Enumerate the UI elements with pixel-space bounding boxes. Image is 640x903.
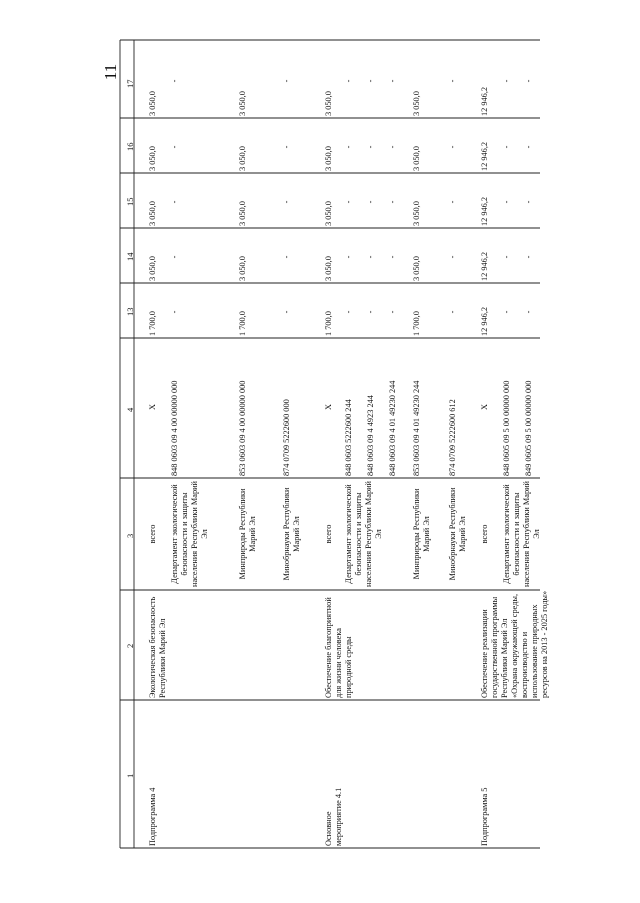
value-13: 1 700,0 xyxy=(148,311,157,336)
row-label: Подпрограмма 4 xyxy=(148,787,157,846)
budget-code: 848 0605 09 5 00 00000 000 xyxy=(502,380,511,476)
value-13: 1 700,0 xyxy=(238,311,247,336)
value-16: 12 946,2 xyxy=(480,141,489,171)
value-16: - xyxy=(502,145,511,149)
row-name: Обеспечение реализации государственной программы Республики Марий Эл «Охрана окружающей среды, воспроизводство и использование природных ресурсов на 2013 - 2025 годы» xyxy=(480,590,549,698)
value-17: - xyxy=(344,79,353,83)
column-header: 4 xyxy=(125,407,135,412)
budget-code: 848 0603 09 4 00 00000 000 xyxy=(170,380,179,476)
value-17: 3 050,0 xyxy=(324,91,333,116)
value-15: - xyxy=(344,200,353,204)
value-15: - xyxy=(388,200,397,204)
value-15: 3 050,0 xyxy=(412,201,421,226)
value-15: - xyxy=(366,200,375,204)
column-header: 17 xyxy=(125,79,135,88)
column-header: 15 xyxy=(125,197,135,206)
column-header: 2 xyxy=(125,643,135,648)
value-13: - xyxy=(170,310,179,314)
executor: Минобрнауки Республики Марий Эл xyxy=(282,487,301,581)
value-13: - xyxy=(448,310,457,314)
value-17: - xyxy=(502,79,511,83)
executor: Департамент экологической безопасности и защиты населения Республики Марий Эл xyxy=(170,481,209,587)
value-13: 1 700,0 xyxy=(324,311,333,336)
value-15: - xyxy=(448,200,457,204)
row-name: Обеспечение благоприятной для жизни человека природной среды xyxy=(324,597,353,698)
value-16: 3 050,0 xyxy=(324,146,333,171)
value-14: 3 050,0 xyxy=(238,256,247,281)
column-header: 14 xyxy=(125,252,135,261)
value-17: - xyxy=(282,79,291,83)
value-16: - xyxy=(366,145,375,149)
value-14: - xyxy=(448,255,457,259)
budget-code: 853 0603 09 4 01 49230 244 xyxy=(412,380,421,476)
value-14: - xyxy=(344,255,353,259)
value-17: 3 050,0 xyxy=(148,91,157,116)
value-16: 3 050,0 xyxy=(238,146,247,171)
value-15: - xyxy=(502,200,511,204)
value-13: - xyxy=(344,310,353,314)
executor: всего xyxy=(148,524,157,544)
value-17: 12 946,2 xyxy=(480,86,489,116)
budget-code: Х xyxy=(324,404,333,410)
budget-code: Х xyxy=(480,404,489,410)
value-17: - xyxy=(448,79,457,83)
value-13: - xyxy=(524,310,533,314)
row-name: Экологическая безопасность Республики Марий Эл xyxy=(148,596,167,698)
value-13: 1 700,0 xyxy=(412,311,421,336)
value-14: 12 946,2 xyxy=(480,251,489,281)
value-17: - xyxy=(388,79,397,83)
value-14: - xyxy=(524,255,533,259)
executor: всего xyxy=(480,524,489,544)
value-13: - xyxy=(388,310,397,314)
value-13: - xyxy=(502,310,511,314)
executor: Департамент экологической безопасности и защиты населения Республики Марий Эл xyxy=(502,481,541,587)
value-17: 3 050,0 xyxy=(412,91,421,116)
value-15: - xyxy=(524,200,533,204)
value-13: - xyxy=(282,310,291,314)
value-14: 3 050,0 xyxy=(412,256,421,281)
value-16: - xyxy=(170,145,179,149)
executor: Минприроды Республики Марий Эл xyxy=(412,488,431,580)
value-17: 3 050,0 xyxy=(238,91,247,116)
executor: Минприроды Республики Марий Эл xyxy=(238,488,257,580)
value-14: - xyxy=(170,255,179,259)
value-15: - xyxy=(282,200,291,204)
value-15: 3 050,0 xyxy=(238,201,247,226)
row-label: Основное мероприятие 4.1 xyxy=(324,787,343,846)
column-header: 16 xyxy=(125,142,135,151)
value-17: - xyxy=(170,79,179,83)
budget-code: 848 0603 09 4 01 49230 244 xyxy=(388,380,397,476)
value-14: - xyxy=(366,255,375,259)
executor: всего xyxy=(324,524,333,544)
budget-code: 874 0709 5222600 000 xyxy=(282,399,291,476)
column-header: 3 xyxy=(125,533,135,538)
column-header: 1 xyxy=(125,773,135,778)
budget-code: 848 0603 09 4 4923 244 xyxy=(366,395,375,476)
value-14: 3 050,0 xyxy=(148,256,157,281)
column-header: 13 xyxy=(125,307,135,316)
value-15: 3 050,0 xyxy=(324,201,333,226)
executor: Департамент экологической безопасности и защиты населения Республики Марий Эл xyxy=(344,481,383,587)
budget-code: Х xyxy=(148,404,157,410)
value-16: 3 050,0 xyxy=(412,146,421,171)
budget-code: 874 0709 5222600 612 xyxy=(448,399,457,476)
value-15: - xyxy=(170,200,179,204)
value-14: - xyxy=(282,255,291,259)
value-14: - xyxy=(388,255,397,259)
value-16: - xyxy=(524,145,533,149)
page-number: 11 xyxy=(101,63,121,81)
budget-code: 848 0603 5222600 244 xyxy=(344,399,353,476)
value-17: - xyxy=(524,79,533,83)
value-15: 3 050,0 xyxy=(148,201,157,226)
value-16: - xyxy=(388,145,397,149)
row-label: Подпрограмма 5 xyxy=(480,787,489,846)
value-13: - xyxy=(366,310,375,314)
budget-code: 849 0605 09 5 00 00000 000 xyxy=(524,380,533,476)
executor: Минобрнауки Республики Марий Эл xyxy=(448,487,467,581)
value-16: - xyxy=(344,145,353,149)
value-16: - xyxy=(448,145,457,149)
value-15: 12 946,2 xyxy=(480,196,489,226)
value-14: - xyxy=(502,255,511,259)
value-16: - xyxy=(282,145,291,149)
value-16: 3 050,0 xyxy=(148,146,157,171)
value-13: 12 946,2 xyxy=(480,306,489,336)
value-14: 3 050,0 xyxy=(324,256,333,281)
value-17: - xyxy=(366,79,375,83)
budget-code: 853 0603 09 4 00 00000 000 xyxy=(238,380,247,476)
